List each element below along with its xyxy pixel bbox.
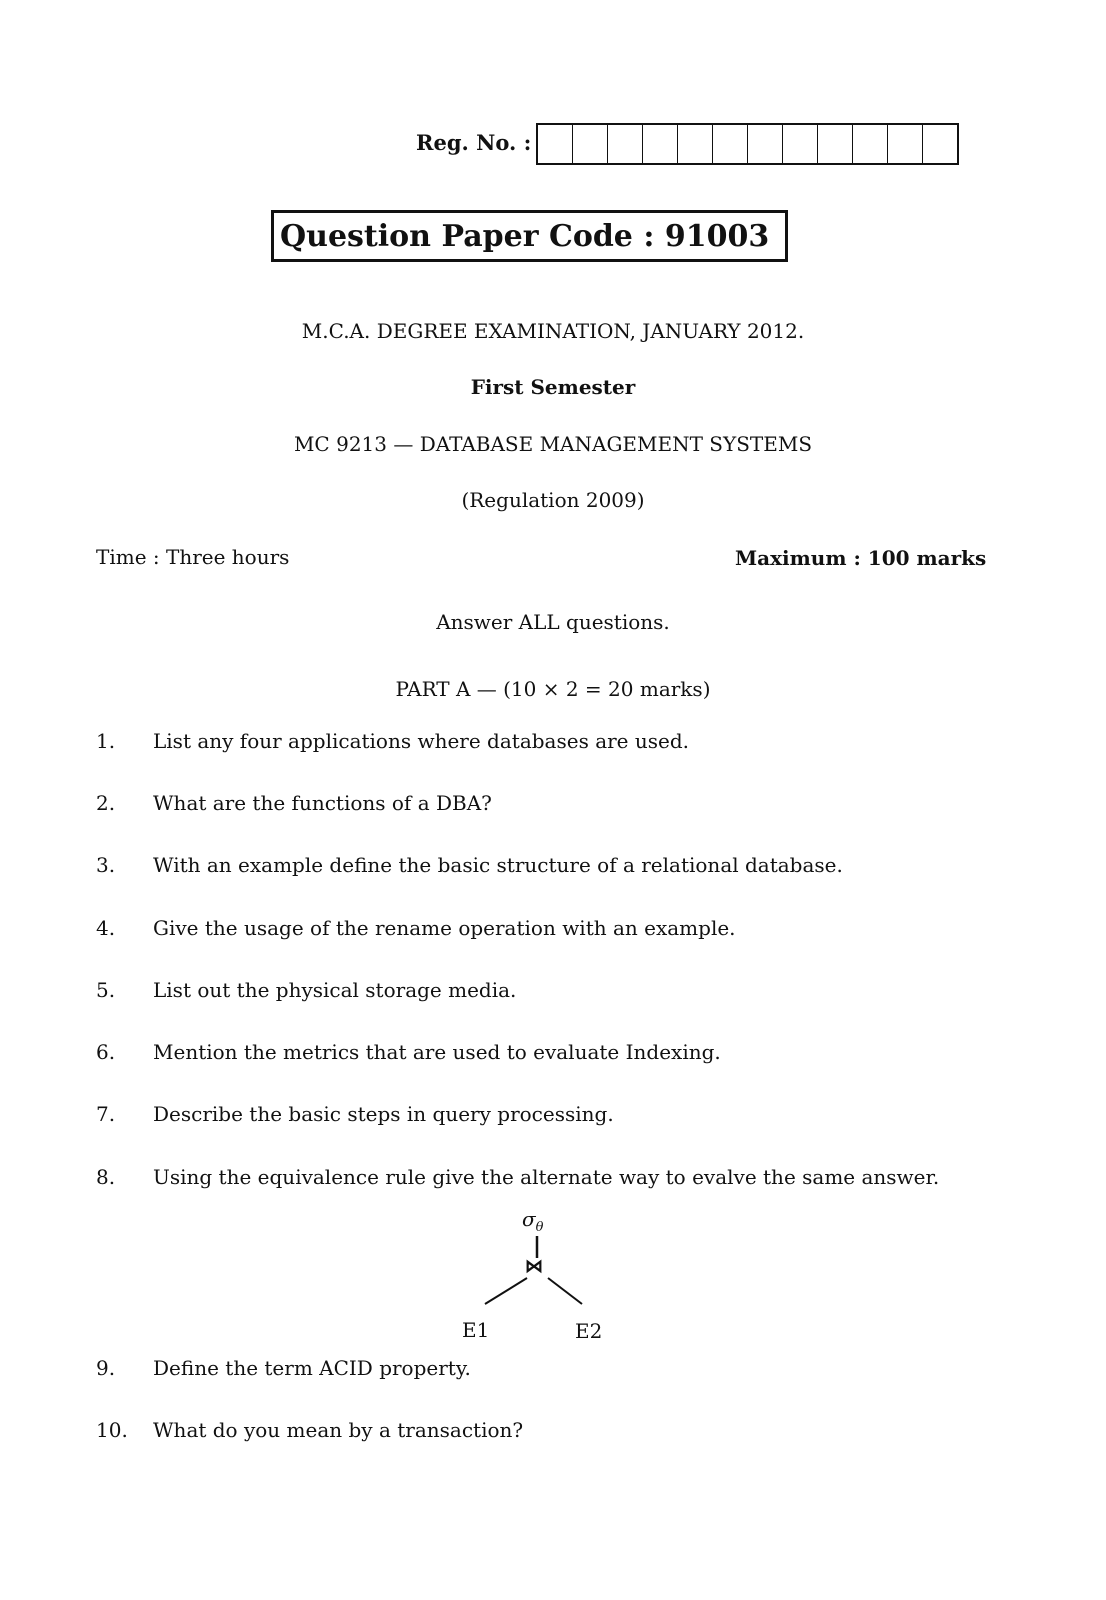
semester: First Semester xyxy=(470,375,636,399)
e2-label: E2 xyxy=(575,1319,603,1343)
exam-title: M.C.A. DEGREE EXAMINATION, JANUARY 2012. xyxy=(301,319,805,343)
question-text: Describe the basic steps in query processing. xyxy=(153,1102,614,1126)
reg-no-boxes xyxy=(536,123,959,165)
instruction: Answer ALL questions. xyxy=(436,610,670,634)
reg-no-digit-box xyxy=(748,125,783,163)
join-symbol: ⋈ xyxy=(525,1256,543,1277)
reg-no-digit-box xyxy=(713,125,748,163)
reg-no-digit-box xyxy=(783,125,818,163)
question-text: Give the usage of the rename operation with an example. xyxy=(153,916,736,940)
e1-label: E1 xyxy=(462,1318,490,1342)
selection-symbol: $\sigma_\theta$ xyxy=(522,1207,544,1235)
reg-no-digit-box xyxy=(818,125,853,163)
question-number: 6. xyxy=(96,1040,116,1064)
question-text: Mention the metrics that are used to evaluate Indexing. xyxy=(153,1040,721,1064)
question-text: What do you mean by a transaction? xyxy=(153,1418,524,1442)
reg-no-digit-box xyxy=(573,125,608,163)
question-text: Define the term ACID property. xyxy=(153,1356,471,1380)
subject: MC 9213 — DATABASE MANAGEMENT SYSTEMS xyxy=(293,432,813,456)
reg-no-digit-box xyxy=(923,125,957,163)
reg-no-digit-box xyxy=(608,125,643,163)
question-number: 7. xyxy=(96,1102,116,1126)
time: Time : Three hours xyxy=(96,545,290,569)
question-number: 8. xyxy=(96,1165,116,1189)
question-number: 1. xyxy=(96,729,116,753)
reg-no-digit-box xyxy=(888,125,923,163)
question-number: 5. xyxy=(96,978,116,1002)
question-number: 3. xyxy=(96,853,116,877)
reg-no-digit-box xyxy=(643,125,678,163)
reg-no-digit-box xyxy=(538,125,573,163)
question-number: 10. xyxy=(96,1418,128,1442)
max-marks: Maximum : 100 marks xyxy=(735,546,987,570)
question-number: 2. xyxy=(96,791,116,815)
question-text: What are the functions of a DBA? xyxy=(153,791,492,815)
question-text: List any four applications where databases are used. xyxy=(153,729,690,753)
reg-no-label: Reg. No. : xyxy=(416,130,532,155)
part-heading: PART A — (10 × 2 = 20 marks) xyxy=(395,677,711,701)
question-number: 9. xyxy=(96,1356,116,1380)
question-text: Using the equivalence rule give the alternate way to evalve the same answer. xyxy=(153,1165,940,1189)
question-text: With an example define the basic structure of a relational database. xyxy=(153,853,843,877)
reg-no-digit-box xyxy=(853,125,888,163)
regulation: (Regulation 2009) xyxy=(461,488,645,512)
question-number: 4. xyxy=(96,916,116,940)
reg-no-digit-box xyxy=(678,125,713,163)
question-paper-code: Question Paper Code : 91003 xyxy=(271,210,788,262)
question-text: List out the physical storage media. xyxy=(153,978,517,1002)
